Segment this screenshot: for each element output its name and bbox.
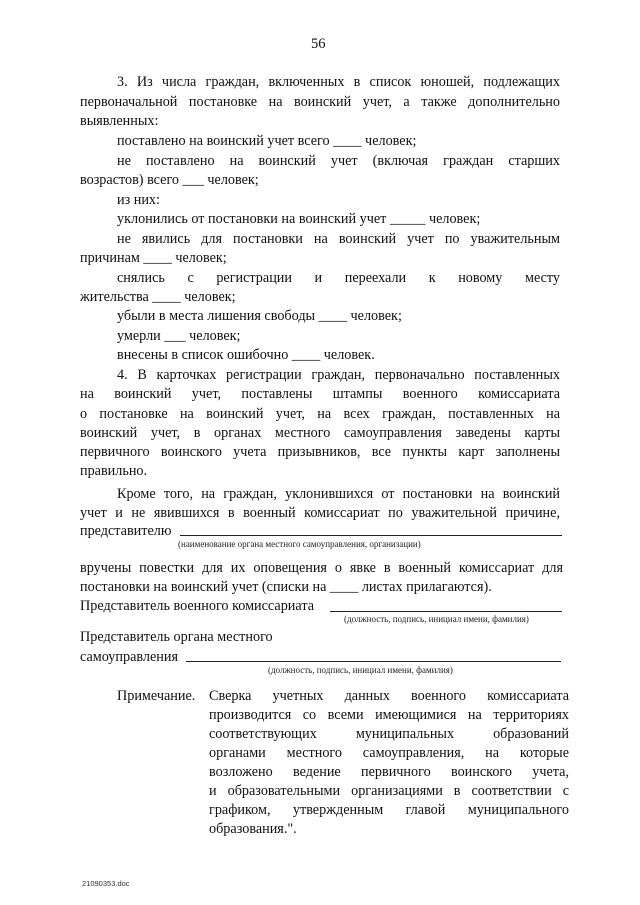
item3-registered: поставлено на воинский учет всего ____ человек; bbox=[117, 133, 417, 149]
file-name: 21090353.doc bbox=[82, 879, 130, 888]
besides-line2: учет и не явившихся в военный комиссариат по уважительной причине, bbox=[80, 505, 560, 521]
note-label: Примечание. bbox=[117, 688, 196, 704]
note-line2: производится со всеми имеющимися на территориях bbox=[209, 707, 569, 723]
local-rep-caption: (должность, подпись, инициал имени, фамилия) bbox=[268, 665, 453, 675]
item3-not-registered-2: возрастов) всего ___ человек; bbox=[80, 172, 259, 188]
besides-line3: представителю bbox=[80, 523, 172, 539]
local-rep-label-1: Представитель органа местного bbox=[80, 629, 273, 645]
note-line8: образования.". bbox=[209, 821, 297, 837]
besides-line5: постановки на воинский учет (списки на ____ листах прилагаются). bbox=[80, 579, 492, 595]
note-line7: графиком, утвержденным главой муниципального bbox=[209, 802, 569, 818]
besides-line4: вручены повестки для их оповещения о явке в военный комиссариат для bbox=[80, 560, 563, 576]
military-rep-caption: (должность, подпись, инициал имени, фамилия) bbox=[344, 614, 529, 624]
item4-line4: воинский учет, в органах местного самоуправления заведены карты bbox=[80, 425, 560, 441]
note-line3: соответствующих муниципальных образований bbox=[209, 726, 569, 742]
besides-line1: Кроме того, на граждан, уклонившихся от постановки на воинский bbox=[117, 486, 560, 502]
item4-line5: первичного воинского учета призывников, все пункты карт заполнены bbox=[80, 444, 560, 460]
item3-of-them: из них: bbox=[117, 192, 160, 208]
item3-line3: выявленных: bbox=[80, 113, 159, 129]
item4-line2: на воинский учет, поставлены штампы военного комиссариата bbox=[80, 386, 560, 402]
note-line5: возложено ведение первичного воинского учета, bbox=[209, 764, 569, 780]
military-rep-label: Представитель военного комиссариата bbox=[80, 598, 314, 614]
item3-prison: убыли в места лишения свободы ____ человек; bbox=[117, 308, 402, 324]
item4-line1: 4. В карточках регистрации граждан, первоначально поставленных bbox=[117, 367, 560, 383]
item3-line2: первоначальной постановке на воинский учет, а также дополнительно bbox=[80, 94, 560, 110]
item4-line3: о постановке на воинский учет, на всех граждан, поставленных на bbox=[80, 406, 560, 422]
military-rep-fill-line bbox=[330, 611, 562, 612]
note-line6: и образовательными организациями в соответствии с bbox=[209, 783, 569, 799]
item3-moved-2: жительства ____ человек; bbox=[80, 289, 236, 305]
note-line4: органами местного самоуправления, на которые bbox=[209, 745, 569, 761]
representative-caption: (наименование органа местного самоуправления, организации) bbox=[178, 539, 421, 549]
item4-line6: правильно. bbox=[80, 463, 148, 479]
representative-fill-line bbox=[180, 535, 562, 536]
note-line1: Сверка учетных данных военного комиссариата bbox=[209, 688, 569, 704]
local-rep-fill-line bbox=[186, 661, 561, 662]
local-rep-label-2: самоуправления bbox=[80, 649, 178, 665]
item3-not-registered-1: не поставлено на воинский учет (включая граждан старших bbox=[117, 153, 560, 169]
item3-died: умерли ___ человек; bbox=[117, 328, 241, 344]
item3-error: внесены в список ошибочно ____ человек. bbox=[117, 347, 375, 363]
item3-moved-1: снялись с регистрации и переехали к новому месту bbox=[117, 270, 560, 286]
item3-line1: 3. Из числа граждан, включенных в список юношей, подлежащих bbox=[117, 74, 560, 90]
item3-absent-1: не явились для постановки на воинский учет по уважительным bbox=[117, 231, 560, 247]
item3-evaded: уклонились от постановки на воинский учет _____ человек; bbox=[117, 211, 481, 227]
item3-absent-2: причинам ____ человек; bbox=[80, 250, 227, 266]
page-number: 56 bbox=[311, 36, 326, 52]
